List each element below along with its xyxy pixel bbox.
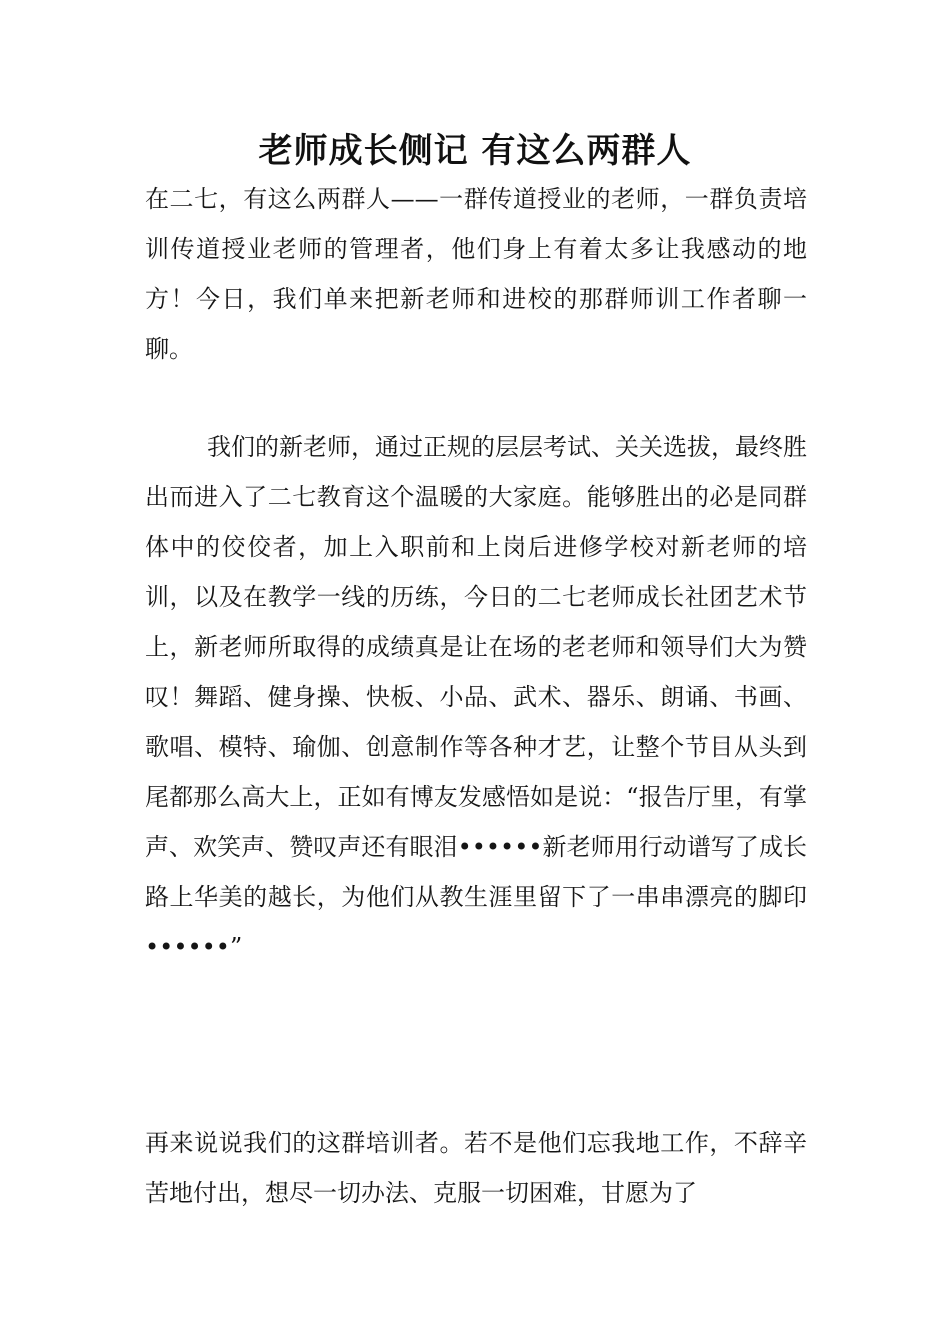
document-title: 老师成长侧记 有这么两群人 — [258, 131, 692, 171]
paragraph-new-teachers: 我们的新老师，通过正规的层层考试、关关选拔，最终胜出而进入了二七教育这个温暖的大家庭。能够胜出的必是同群体中的佼佼者，加上入职前和上岗后进修学校对新老师的培训，以及在教学一线的历练，今日的二七老师成长社团艺术节上，新老师所取得的成绩真是让在场的老老师和领导们大为赞叹！舞蹈、健身操、快板、小品、武术、器乐、朗诵、书画、歌唱、模特、瑜伽、创意制作等各种才艺，让整个节目从头到尾都那么高大上，正如有博友发感悟如是说：“报告厅里，有掌声、欢笑声、赞叹声还有眼泪••••••新老师用行动谱写了成长路上华美的越长，为他们从教生涯里留下了一串串漂亮的脚印••••••” — [145, 433, 807, 961]
paragraph-intro: 在二七，有这么两群人——一群传道授业的老师，一群负责培训传道授业老师的管理者，他们身上有着太多让我感动的地方！今日，我们单来把新老师和进校的那群师训工作者聊一聊。 — [145, 185, 807, 363]
paragraph-trainers: 再来说说我们的这群培训者。若不是他们忘我地工作，不辞辛苦地付出，想尽一切办法、克服一切困难，甘愿为了 — [145, 1129, 807, 1207]
